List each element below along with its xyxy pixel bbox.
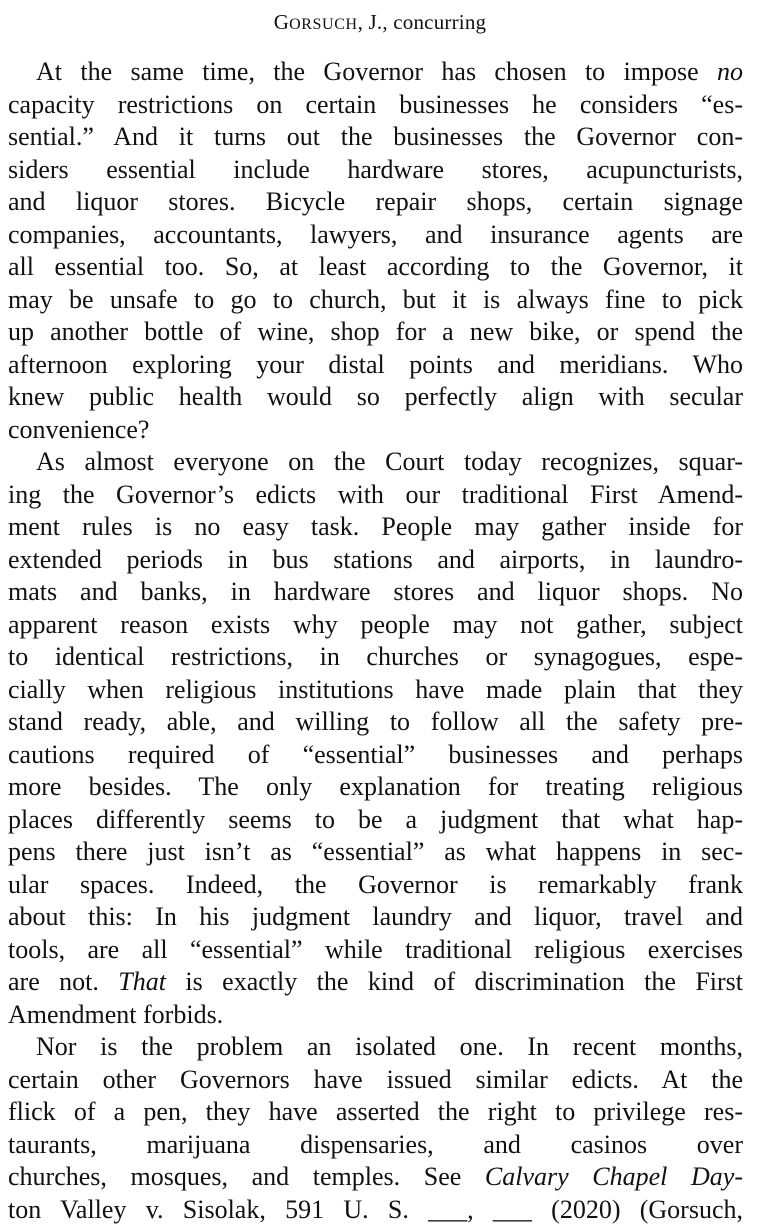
- text-segment: flick of a pen, they have asserted the right to privilege res-: [8, 1097, 743, 1126]
- text-segment: all essential too. So, at least according to the Governor, it: [8, 252, 743, 281]
- text-line: [8, 219, 743, 252]
- text-line: [8, 284, 743, 317]
- italic-text: no: [717, 57, 743, 86]
- text-segment: and liquor stores. Bicycle repair shops, certain signage: [8, 187, 743, 216]
- text-line: [8, 576, 743, 609]
- text-line: [8, 251, 743, 284]
- text-line: [8, 771, 743, 804]
- text-segment: apparent reason exists why people may not gather, subject: [8, 610, 743, 639]
- text-line: [8, 609, 743, 642]
- paragraph: [8, 56, 743, 446]
- running-head-initial: G: [274, 10, 289, 34]
- text-line: [8, 804, 743, 837]
- text-line: [8, 381, 743, 414]
- text-segment: are not.: [8, 967, 118, 996]
- running-head: [0, 8, 760, 39]
- text-line: [8, 56, 743, 89]
- text-line: [8, 349, 743, 382]
- paragraph: [8, 446, 743, 1031]
- text-line: [8, 1129, 743, 1162]
- italic-text: That: [118, 967, 166, 996]
- running-head-rest: , J., concurring: [358, 10, 487, 34]
- text-segment: about this: In his judgment laundry and liquor, travel and: [8, 902, 743, 931]
- text-line: [8, 836, 743, 869]
- text-segment: churches, mosques, and temples. See: [8, 1162, 485, 1191]
- text-segment: certain other Governors have issued similar edicts. At the: [8, 1065, 743, 1094]
- text-line: [8, 1161, 743, 1194]
- text-line: [8, 1031, 743, 1064]
- text-line: [8, 1096, 743, 1129]
- text-segment: sential.” And it turns out the businesses the Governor con-: [8, 122, 743, 151]
- text-segment: cially when religious institutions have made plain that they: [8, 675, 743, 704]
- text-line: [8, 1064, 743, 1097]
- text-segment: At the same time, the Governor has chosen to impose: [36, 57, 717, 86]
- text-segment: may be unsafe to go to church, but it is always fine to pick: [8, 285, 743, 314]
- text-segment: afternoon exploring your distal points and meridians. Who: [8, 350, 743, 379]
- text-segment: more besides. The only explanation for treating religious: [8, 772, 743, 801]
- text-segment: siders essential include hardware stores, acupuncturists,: [8, 155, 743, 184]
- text-line: [8, 706, 743, 739]
- text-line: [8, 544, 743, 577]
- text-segment: ton Valley v. Sisolak, 591 U. S. ___, ___ (2020) (Gorsuch,: [8, 1195, 743, 1224]
- text-line: [8, 966, 743, 999]
- text-line: [8, 154, 743, 187]
- text-line: [8, 89, 743, 122]
- text-line: [8, 511, 743, 544]
- text-line: [8, 414, 743, 447]
- text-segment: tools, are all “essential” while traditional religious exercises: [8, 935, 743, 964]
- text-line: [8, 316, 743, 349]
- text-line: [8, 674, 743, 707]
- text-segment: places differently seems to be a judgment that what hap-: [8, 805, 743, 834]
- text-segment: stand ready, able, and willing to follow all the safety pre-: [8, 707, 743, 736]
- text-line: [8, 999, 743, 1032]
- text-segment: is exactly the kind of discrimination the First: [166, 967, 743, 996]
- opinion-body: [8, 56, 743, 1226]
- text-line: [8, 446, 743, 479]
- running-head-smallcaps: ORSUCH: [289, 16, 358, 33]
- text-segment: companies, accountants, lawyers, and insurance agents are: [8, 220, 743, 249]
- italic-text: Calvary Chapel Day-: [485, 1162, 743, 1191]
- text-segment: ular spaces. Indeed, the Governor is remarkably frank: [8, 870, 743, 899]
- text-segment: knew public health would so perfectly align with secular: [8, 382, 743, 411]
- text-segment: to identical restrictions, in churches or synagogues, espe-: [8, 642, 743, 671]
- text-segment: convenience?: [8, 415, 149, 444]
- text-line: [8, 641, 743, 674]
- paragraph: [8, 1031, 743, 1226]
- text-segment: Nor is the problem an isolated one. In recent months,: [36, 1032, 743, 1061]
- text-segment: up another bottle of wine, shop for a new bike, or spend the: [8, 317, 743, 346]
- text-segment: Amendment forbids.: [8, 1000, 223, 1029]
- text-segment: ment rules is no easy task. People may gather inside for: [8, 512, 743, 541]
- text-line: [8, 479, 743, 512]
- text-segment: ing the Governor’s edicts with our traditional First Amend-: [8, 480, 743, 509]
- text-segment: pens there just isn’t as “essential” as what happens in sec-: [8, 837, 743, 866]
- text-segment: cautions required of “essential” businesses and perhaps: [8, 740, 743, 769]
- text-line: [8, 739, 743, 772]
- text-line: [8, 934, 743, 967]
- text-segment: mats and banks, in hardware stores and liquor shops. No: [8, 577, 743, 606]
- text-segment: taurants, marijuana dispensaries, and casinos over: [8, 1130, 743, 1159]
- text-line: [8, 901, 743, 934]
- text-line: [8, 869, 743, 902]
- text-segment: As almost everyone on the Court today recognizes, squar-: [36, 447, 743, 476]
- text-segment: extended periods in bus stations and airports, in laundro-: [8, 545, 743, 574]
- text-segment: capacity restrictions on certain businesses he considers “es-: [8, 90, 743, 119]
- text-line: [8, 186, 743, 219]
- text-line: [8, 1194, 743, 1226]
- text-line: [8, 121, 743, 154]
